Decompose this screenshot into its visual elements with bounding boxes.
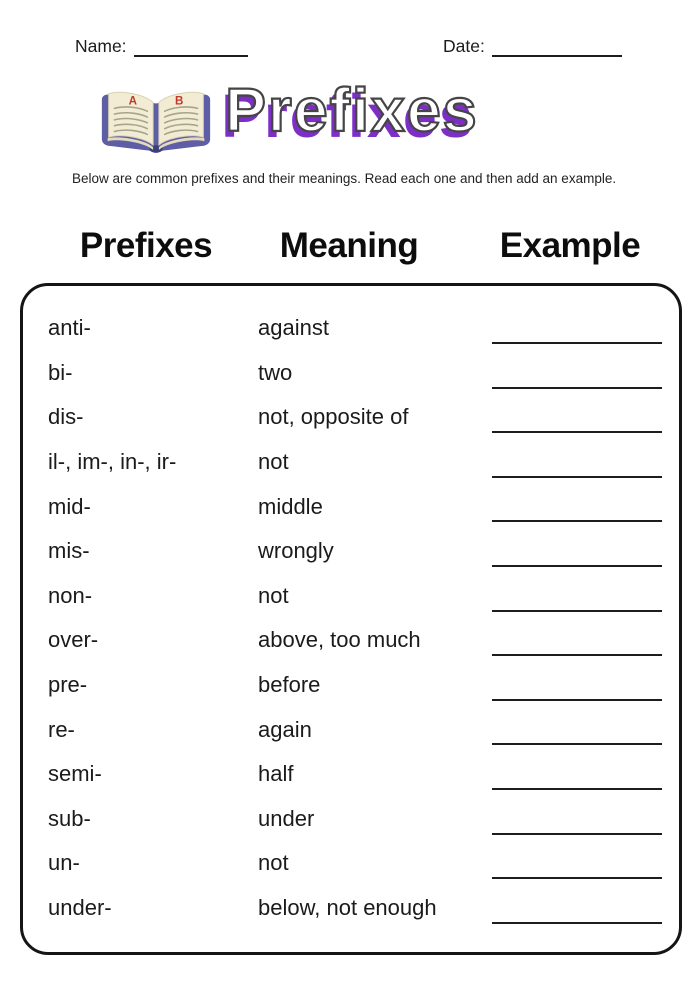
example-blank[interactable] bbox=[492, 351, 662, 389]
table-row bbox=[23, 529, 679, 574]
open-book-icon bbox=[98, 79, 214, 157]
column-header-prefixes: Prefixes bbox=[79, 226, 213, 265]
prefix-table bbox=[20, 283, 682, 955]
meaning-cell: not bbox=[258, 449, 289, 475]
table-row bbox=[23, 395, 679, 440]
table-row bbox=[23, 618, 679, 663]
prefix-cell: dis- bbox=[48, 404, 84, 430]
meaning-cell: not bbox=[258, 582, 289, 608]
book-letter-a: A bbox=[128, 94, 137, 108]
table-row bbox=[23, 707, 679, 752]
example-blank[interactable] bbox=[492, 395, 662, 433]
column-header-example: Example bbox=[499, 226, 641, 265]
prefix-cell: semi- bbox=[48, 761, 102, 787]
date-blank[interactable] bbox=[492, 39, 622, 57]
table-row bbox=[23, 797, 679, 842]
meaning-cell: two bbox=[258, 359, 293, 385]
table-row bbox=[23, 440, 679, 485]
example-blank[interactable] bbox=[492, 574, 662, 612]
prefix-cell: mis- bbox=[48, 538, 90, 564]
table-row bbox=[23, 306, 679, 351]
example-blank[interactable] bbox=[492, 797, 662, 835]
prefix-cell: re- bbox=[48, 716, 75, 742]
meaning-cell: under bbox=[258, 805, 315, 831]
book-letter-b: B bbox=[175, 94, 184, 108]
example-blank[interactable] bbox=[492, 707, 662, 745]
meaning-cell: not bbox=[258, 850, 289, 876]
name-label: Name: bbox=[75, 36, 127, 56]
prefix-cell: il-, im-, in-, ir- bbox=[48, 449, 177, 475]
meaning-cell: above, too much bbox=[258, 627, 421, 653]
prefix-cell: non- bbox=[48, 582, 93, 608]
meaning-cell: below, not enough bbox=[258, 895, 437, 921]
table-row bbox=[23, 574, 679, 619]
column-header-meaning: Meaning bbox=[279, 226, 419, 265]
table-row bbox=[23, 752, 679, 797]
meaning-cell: middle bbox=[258, 493, 323, 519]
prefix-cell: un- bbox=[48, 850, 80, 876]
instructions-text: Below are common prefixes and their meanings. Read each one and then add an example. bbox=[72, 170, 617, 186]
meaning-cell: wrongly bbox=[258, 538, 334, 564]
meaning-cell: against bbox=[258, 315, 329, 341]
name-blank[interactable] bbox=[134, 39, 248, 57]
meaning-cell: not, opposite of bbox=[258, 404, 409, 430]
meaning-cell: again bbox=[258, 716, 312, 742]
table-row bbox=[23, 663, 679, 708]
example-blank[interactable] bbox=[492, 484, 662, 522]
date-label: Date: bbox=[443, 36, 485, 56]
table-row bbox=[23, 841, 679, 886]
meaning-cell: before bbox=[258, 672, 321, 698]
prefix-cell: pre- bbox=[48, 672, 88, 698]
prefix-cell: mid- bbox=[48, 493, 91, 519]
example-blank[interactable] bbox=[492, 841, 662, 879]
meaning-cell: half bbox=[258, 761, 294, 787]
prefix-cell: sub- bbox=[48, 805, 91, 831]
example-blank[interactable] bbox=[492, 752, 662, 790]
prefix-cell: under- bbox=[48, 895, 112, 921]
prefix-cell: bi- bbox=[48, 359, 73, 385]
page-title: Prefixes bbox=[225, 76, 479, 144]
prefix-cell: anti- bbox=[48, 315, 91, 341]
prefix-cell: over- bbox=[48, 627, 99, 653]
example-blank[interactable] bbox=[492, 306, 662, 344]
table-row bbox=[23, 484, 679, 529]
table-row bbox=[23, 886, 679, 931]
example-blank[interactable] bbox=[492, 618, 662, 656]
name-field-group bbox=[75, 36, 248, 57]
example-blank[interactable] bbox=[492, 663, 662, 701]
table-row bbox=[23, 351, 679, 396]
date-field-group bbox=[443, 36, 622, 57]
example-blank[interactable] bbox=[492, 529, 662, 567]
example-blank[interactable] bbox=[492, 886, 662, 924]
example-blank[interactable] bbox=[492, 440, 662, 478]
